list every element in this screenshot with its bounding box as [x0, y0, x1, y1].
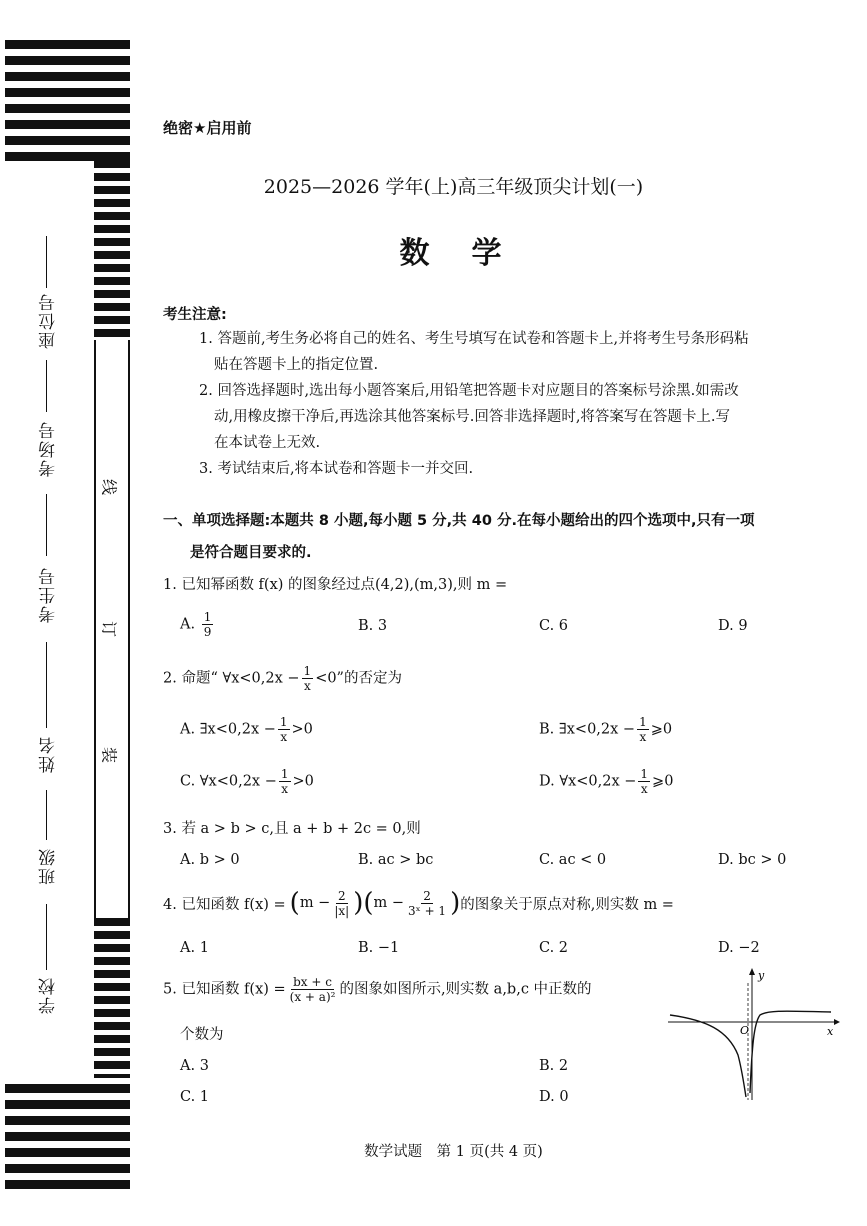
- question-2-option-d[interactable]: [539, 767, 673, 796]
- option-text: ⩾0: [650, 721, 673, 738]
- question-5-stem: [163, 975, 592, 1004]
- y-axis-label: y: [758, 969, 765, 982]
- fraction: [638, 767, 650, 796]
- fraction-denominator: |x|: [334, 903, 350, 918]
- y-axis-arrow: [749, 968, 755, 975]
- question-4-option-d[interactable]: D. −2: [718, 940, 760, 956]
- question-5-option-b[interactable]: B. 2: [539, 1058, 569, 1074]
- binding-stripe: [5, 120, 130, 129]
- stem-text: 5. 已知函数 f(x) =: [163, 981, 286, 998]
- secret-label: 绝密★启用前: [163, 119, 252, 137]
- stem-text: m −: [299, 895, 331, 911]
- exam-room-label: 考场号: [39, 420, 59, 477]
- exam-room-blank[interactable]: [46, 360, 47, 412]
- fraction: [278, 715, 290, 744]
- option-text: B. ∃x<0,2x −: [539, 721, 636, 738]
- stem-text: 的图象关于原点对称,则实数 m =: [460, 896, 674, 913]
- fraction: [279, 767, 291, 796]
- fraction-numerator: 1: [303, 664, 312, 678]
- binding-stripe: [5, 56, 130, 65]
- question-4-stem: [163, 888, 674, 918]
- seat-number-blank[interactable]: [46, 236, 47, 288]
- name-blank[interactable]: [46, 642, 47, 728]
- fraction-numerator: 1: [203, 610, 212, 624]
- option-text: ⩾0: [652, 773, 674, 790]
- question-5-option-c[interactable]: C. 1: [180, 1089, 210, 1105]
- cut-line-mark: 线: [101, 476, 118, 496]
- fraction-denominator: x: [303, 679, 311, 693]
- question-5-option-a[interactable]: A. 3: [180, 1058, 209, 1074]
- fraction: [332, 889, 351, 918]
- binding-stripe: [5, 72, 130, 81]
- stem-text: <0”的否定为: [315, 670, 402, 687]
- fraction-denominator: x: [639, 730, 647, 744]
- binding-column: [94, 160, 130, 340]
- notice-item-2-cont: 动,用橡皮擦干净后,再选涂其他答案标号.回答非选择题时,将答案写在答题卡上.写: [214, 409, 731, 425]
- fraction-denominator: x: [280, 730, 288, 744]
- notice-item-2: 2. 回答选择题时,选出每小题答案后,用铅笔把答题卡对应题目的答案标号涂黑.如需改: [199, 383, 739, 399]
- question-3-option-c[interactable]: C. ac < 0: [539, 852, 607, 868]
- notice-item-3: 3. 考试结束后,将本试卷和答题卡一并交回.: [199, 461, 474, 477]
- left-paren: (: [363, 888, 374, 918]
- stem-text: 4. 已知函数 f(x) =: [163, 896, 286, 913]
- fraction: [637, 715, 649, 744]
- fraction-numerator: 2: [337, 888, 346, 903]
- option-text: C. ∀x<0,2x −: [180, 773, 277, 790]
- question-1-stem: 1. 已知幂函数 f(x) 的图象经过点(4,2),(m,3),则 m =: [163, 577, 508, 593]
- stem-text: m −: [373, 895, 405, 911]
- binding-mark: 装: [101, 744, 118, 764]
- question-1-option-c[interactable]: C. 6: [539, 618, 569, 634]
- fraction: [406, 889, 448, 918]
- page-footer: 数学试题 第 1 页(共 4 页): [364, 1144, 543, 1160]
- binding-border: [94, 340, 96, 920]
- fraction-numerator: 1: [640, 767, 649, 781]
- question-1-option-a[interactable]: [180, 610, 215, 639]
- fraction-numerator: 2: [423, 888, 431, 903]
- option-label: A.: [180, 616, 196, 633]
- question-2-option-a[interactable]: [180, 715, 313, 744]
- question-4-option-c[interactable]: C. 2: [539, 940, 569, 956]
- question-1-option-b[interactable]: B. 3: [358, 618, 388, 634]
- binding-stripe: [5, 104, 130, 113]
- subject-title: 数 学: [399, 236, 508, 271]
- option-text: A. ∃x<0,2x −: [180, 721, 276, 738]
- binding-stripe: [5, 88, 130, 97]
- fraction-numerator: bx + c: [293, 975, 332, 989]
- question-5-option-d[interactable]: D. 0: [539, 1089, 569, 1105]
- question-1-option-d[interactable]: D. 9: [718, 618, 748, 634]
- fraction: [288, 975, 338, 1004]
- notice-item-1: 1. 答题前,考生务必将自己的姓名、考生号填写在试卷和答题卡上,并将考生号条形码粘: [199, 331, 749, 347]
- question-2-option-c[interactable]: [180, 767, 314, 796]
- question-2-stem: [163, 664, 402, 693]
- fraction-numerator: 1: [280, 767, 289, 781]
- binding-column: [94, 918, 130, 1078]
- binding-stripe: [5, 40, 130, 49]
- fraction-denominator: (x + a)²: [289, 990, 336, 1004]
- binding-stripe: [5, 1132, 130, 1141]
- seat-number-label: 座位号: [39, 292, 59, 349]
- binding-stripe: [5, 1116, 130, 1125]
- question-5-stem-cont: 个数为: [180, 1027, 224, 1043]
- school-blank[interactable]: [46, 904, 47, 970]
- section-heading: 一、单项选择题:本题共 8 小题,每小题 5 分,共 40 分.在每小题给出的四个选项中,只有一项: [163, 513, 755, 529]
- candidate-number-label: 考生号: [39, 566, 59, 623]
- stem-text: 2. 命题“ ∀x<0,2x −: [163, 670, 300, 687]
- question-2-option-b[interactable]: [539, 715, 672, 744]
- question-4-option-a[interactable]: A. 1: [180, 940, 209, 956]
- binding-border: [128, 340, 130, 920]
- fraction-denominator: 3ˣ + 1: [408, 903, 447, 918]
- binding-stripe: [5, 136, 130, 145]
- question-3-option-a[interactable]: A. b > 0: [180, 852, 240, 868]
- notice-item-2-cont2: 在本试卷上无效.: [214, 435, 321, 451]
- function-graph: [666, 965, 841, 1100]
- staple-mark: 订: [101, 618, 118, 638]
- fraction: [302, 664, 314, 693]
- binding-stripe: [5, 1084, 130, 1093]
- fraction: [202, 610, 214, 639]
- fraction-denominator: 9: [203, 625, 212, 639]
- question-3-option-d[interactable]: D. bc > 0: [718, 852, 787, 868]
- name-label: 姓名: [39, 735, 59, 773]
- binding-margin: [0, 0, 140, 1226]
- curve-left-branch: [670, 1015, 746, 1097]
- binding-stripe: [5, 1164, 130, 1173]
- right-paren: ): [353, 888, 364, 918]
- class-label: 班级: [39, 847, 59, 885]
- school-label: 学校: [39, 976, 59, 1014]
- option-text: >0: [292, 773, 314, 790]
- binding-stripe: [5, 1100, 130, 1109]
- x-axis-label: x: [827, 1025, 834, 1038]
- fraction-numerator: 1: [279, 715, 288, 729]
- option-text: >0: [291, 721, 313, 738]
- question-3-stem: 3. 若 a > b > c,且 a + b + 2c = 0,则: [163, 821, 421, 837]
- fraction-denominator: x: [281, 782, 289, 796]
- binding-stripe: [5, 1148, 130, 1157]
- class-blank[interactable]: [46, 790, 47, 840]
- candidate-number-blank[interactable]: [46, 494, 47, 556]
- x-axis-arrow: [834, 1019, 840, 1025]
- notice-item-1-cont: 贴在答题卡上的指定位置.: [214, 357, 379, 373]
- binding-stripe: [5, 1180, 130, 1189]
- curve-right-branch: [750, 1011, 831, 1093]
- origin-label: O: [740, 1024, 750, 1037]
- exam-title: 2025—2026 学年(上)高三年级顶尖计划(一): [263, 176, 644, 198]
- option-text: D. ∀x<0,2x −: [539, 773, 637, 790]
- section-heading-cont: 是符合题目要求的.: [190, 545, 312, 561]
- question-4-option-b[interactable]: B. −1: [358, 940, 400, 956]
- notice-heading: 考生注意:: [163, 307, 227, 323]
- question-3-option-b[interactable]: B. ac > bc: [358, 852, 434, 868]
- fraction-denominator: x: [640, 782, 648, 796]
- stem-text: 的图象如图所示,则实数 a,b,c 中正数的: [339, 981, 592, 998]
- right-paren: ): [450, 888, 461, 918]
- left-paren: (: [289, 888, 300, 918]
- fraction-numerator: 1: [639, 715, 647, 729]
